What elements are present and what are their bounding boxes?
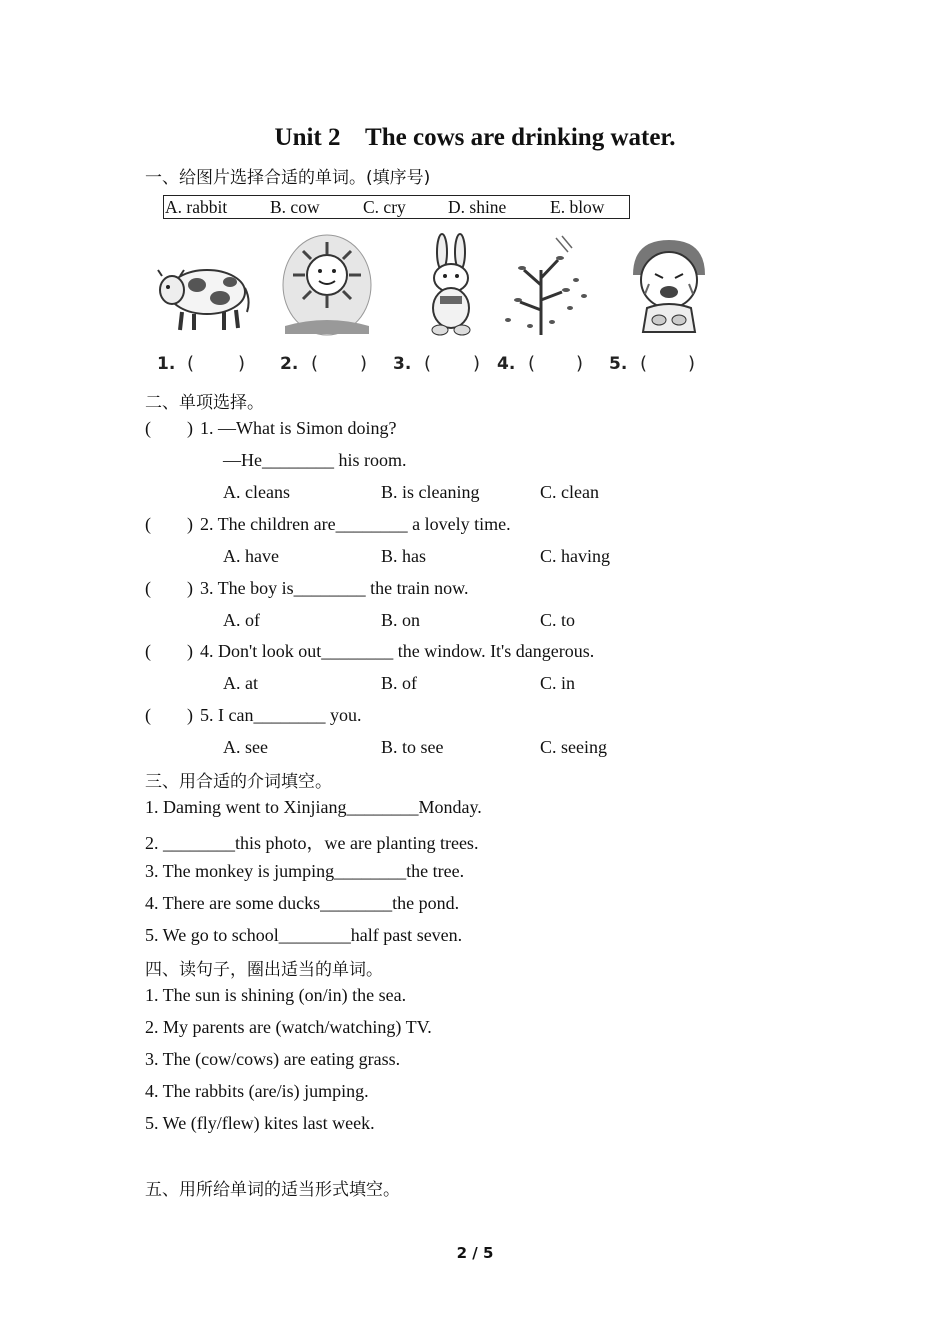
word-option-a: A. rabbit [165,197,228,217]
section1-heading: 一、给图片选择合适的单词。(填序号) [145,168,431,188]
crying-child-picture [619,230,719,340]
q1-option-a: A. cleans [223,482,290,502]
answer-bracket-close-5: ) [688,353,696,374]
q4-option-c: C. in [540,673,576,693]
answer-bracket-open-5[interactable]: ( [640,353,648,374]
picture-number-4: 4. [497,354,516,374]
q2-option-b: B. has [381,546,426,566]
question-stem-4: 4. Don't look out________ the window. It's dangerous. [200,641,595,661]
answer-paren-q3[interactable]: ( ) [145,578,193,598]
q5-option-b: B. to see [381,737,444,757]
picture-number-3: 3. [393,354,412,374]
question-stem-3: 3. The boy is________ the train now. [200,578,469,598]
answer-bracket-open-1[interactable]: ( [187,353,195,374]
q1-option-b: B. is cleaning [381,482,480,502]
fill-item-1: 1. Daming went to Xinjiang________Monday. [145,797,482,817]
page-number: 2 / 5 [456,1244,494,1262]
q2-option-a: A. have [223,546,279,566]
answer-bracket-open-3[interactable]: ( [424,353,432,374]
answer-paren-q1[interactable]: ( ) [145,418,193,438]
circle-item-4: 4. The rabbits (are/is) jumping. [145,1081,369,1101]
section2-heading: 二、单项选择。 [145,393,264,413]
q4-option-a: A. at [223,673,258,693]
fill-item-5: 5. We go to school________half past seven. [145,925,463,945]
cow-picture [152,230,252,340]
q5-option-c: C. seeing [540,737,607,757]
question-stem-5: 5. I can________ you. [200,705,362,725]
picture-number-2: 2. [280,354,299,374]
word-option-d: D. shine [448,197,507,217]
sun-picture [277,230,377,340]
question-stem-1b: —He________ his room. [223,450,407,470]
q3-option-b: B. on [381,610,421,630]
answer-bracket-close-3: ) [473,353,481,374]
circle-item-1: 1. The sun is shining (on/in) the sea. [145,985,407,1005]
circle-item-5: 5. We (fly/flew) kites last week. [145,1113,375,1133]
fill-item-4: 4. There are some ducks________the pond. [145,893,460,913]
answer-bracket-close-4: ) [576,353,584,374]
word-option-e: E. blow [550,197,605,217]
answer-paren-q5[interactable]: ( ) [145,705,193,725]
answer-bracket-open-2[interactable]: ( [311,353,319,374]
circle-item-2: 2. My parents are (watch/watching) TV. [145,1017,432,1037]
word-option-c: C. cry [363,197,406,217]
answer-bracket-close-2: ) [360,353,368,374]
answer-paren-q4[interactable]: ( ) [145,641,193,661]
q4-option-b: B. of [381,673,417,693]
picture-number-1: 1. [157,354,176,374]
q1-option-c: C. clean [540,482,599,502]
section5-heading: 五、用所给单词的适当形式填空。 [145,1180,400,1200]
section3-heading: 三、用合适的介词填空。 [145,772,332,792]
picture-number-5: 5. [609,354,628,374]
section4-heading: 四、读句子，圈出适当的单词。 [145,960,383,980]
word-bank-box [163,195,630,219]
circle-item-3: 3. The (cow/cows) are eating grass. [145,1049,401,1069]
fill-item-2: 2. ________this photo，we are planting trees. [145,833,479,853]
question-stem-2: 2. The children are________ a lovely time. [200,514,511,534]
wind-tree-picture [496,230,596,340]
page-title: Unit 2 The cows are drinking water. [274,124,676,151]
q3-option-a: A. of [223,610,260,630]
question-stem-1: 1. —What is Simon doing? [200,418,397,438]
fill-item-3: 3. The monkey is jumping________the tree. [145,861,465,881]
q3-option-c: C. to [540,610,576,630]
rabbit-picture [402,230,502,340]
q2-option-c: C. having [540,546,610,566]
q5-option-a: A. see [223,737,268,757]
answer-bracket-open-4[interactable]: ( [528,353,536,374]
word-option-b: B. cow [270,197,320,217]
answer-paren-q2[interactable]: ( ) [145,514,193,534]
answer-bracket-close-1: ) [238,353,246,374]
